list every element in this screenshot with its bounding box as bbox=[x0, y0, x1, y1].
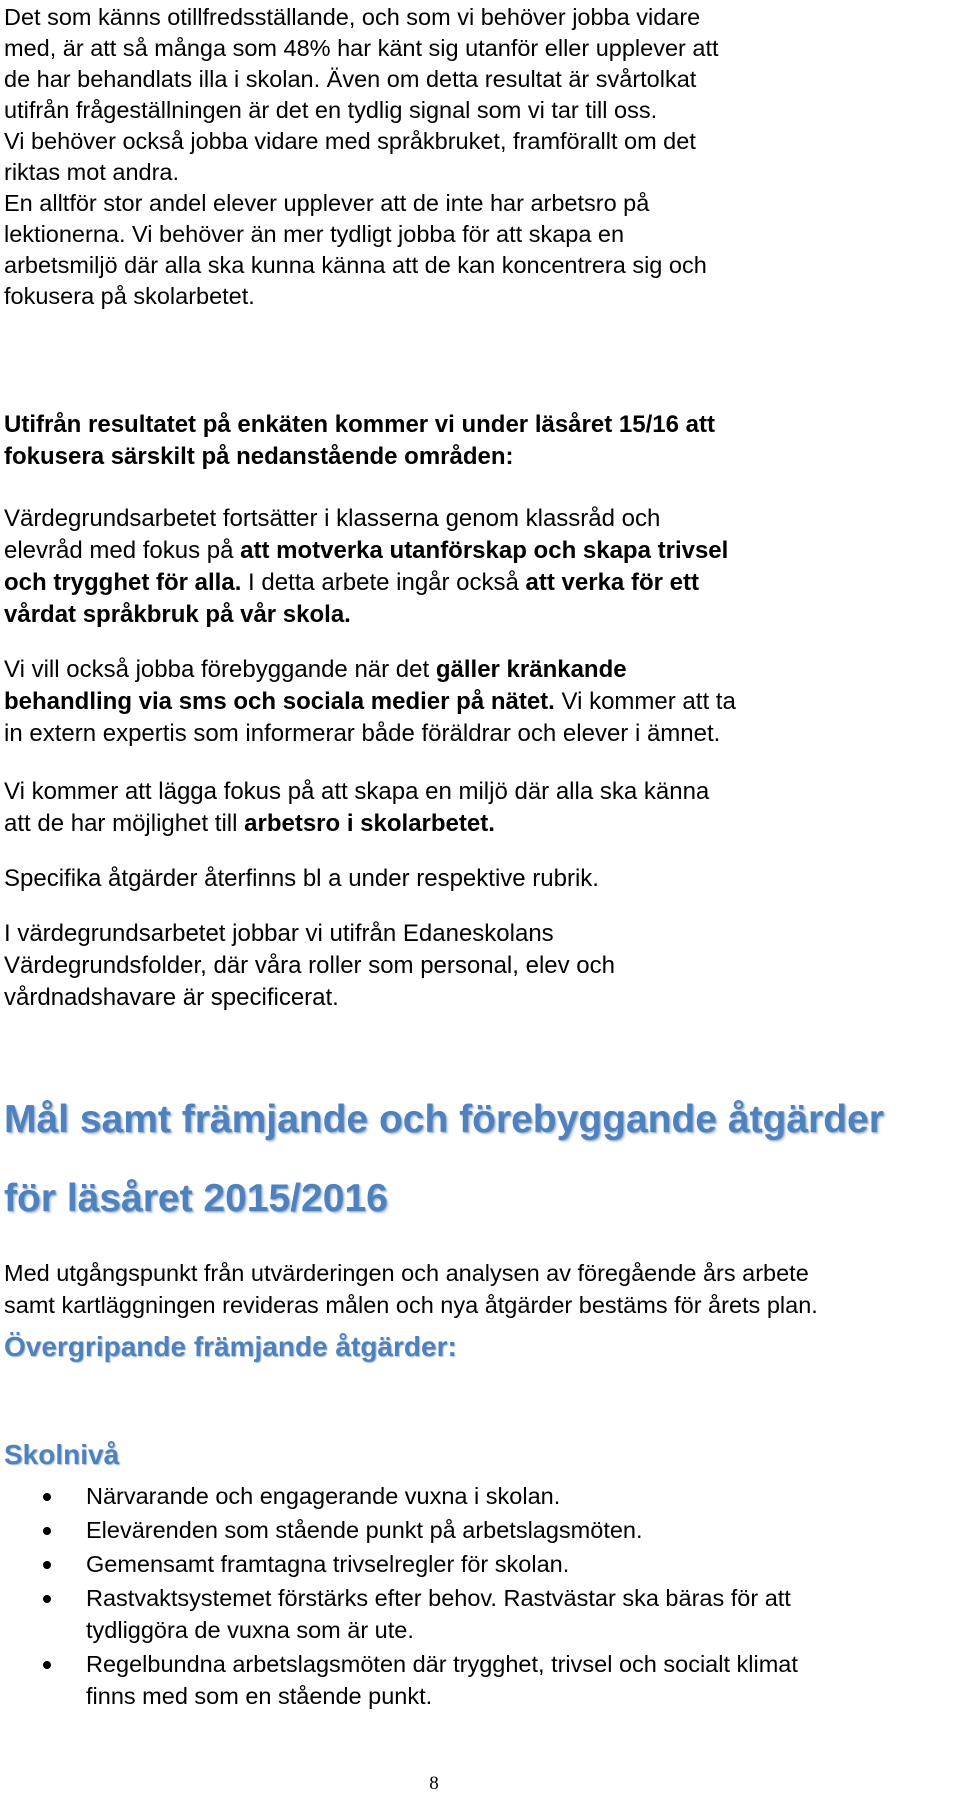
paragraph-line: in extern expertis som informerar både föräldrar och elever i ämnet. bbox=[4, 720, 721, 747]
intro-line: riktas mot andra. bbox=[4, 159, 180, 185]
bold-text-run: gäller kränkande bbox=[435, 656, 627, 683]
paragraph-line bbox=[4, 535, 728, 567]
bold-text-run: att verka för ett bbox=[525, 569, 699, 596]
paragraph-line: Värdegrundsfolder, där våra roller som personal, elev och bbox=[4, 952, 615, 979]
text-run: att de har möjlighet till bbox=[4, 810, 245, 837]
list-item bbox=[4, 1514, 956, 1546]
paragraph-line bbox=[4, 808, 709, 840]
intro-line: de har behandlats illa i skolan. Även om detta resultat är svårtolkat bbox=[4, 66, 697, 92]
overall-measures-heading: Övergripande främjande åtgärder: bbox=[4, 1331, 457, 1362]
list-item-line: Elevärenden som stående punkt på arbetslagsmöten. bbox=[86, 1517, 643, 1543]
paragraph-line bbox=[4, 567, 728, 599]
bold-text-run: och trygghet för alla. bbox=[4, 569, 242, 596]
list-item-line: Regelbundna arbetslagsmöten där trygghet, trivsel och socialt klimat bbox=[86, 1651, 798, 1677]
paragraph-line: I värdegrundsarbetet jobbar vi utifrån Edaneskolans bbox=[4, 920, 554, 947]
list-item bbox=[4, 1480, 956, 1512]
bullet-icon bbox=[43, 1527, 51, 1535]
text-run: Vi vill också jobba förebyggande när det bbox=[4, 656, 436, 683]
paragraph-line: samt kartläggningen revideras målen och nya åtgärder bestäms för årets plan. bbox=[4, 1292, 818, 1318]
bold-text-run: att motverka utanförskap och skapa trivsel bbox=[240, 537, 729, 564]
paragraph-line bbox=[4, 654, 736, 686]
list-item-line: Gemensamt framtagna trivselregler för skolan. bbox=[86, 1551, 570, 1577]
bullet-icon bbox=[43, 1493, 51, 1501]
list-item-line: tydliggöra de vuxna som är ute. bbox=[86, 1617, 414, 1643]
calm-work-paragraph bbox=[4, 776, 709, 840]
intro-line: Vi behöver också jobba vidare med språkbruket, framförallt om det bbox=[4, 128, 696, 154]
paragraph-line: vårdat språkbruk på vår skola. bbox=[4, 601, 351, 628]
list-item-line: Närvarande och engagerande vuxna i skolan. bbox=[86, 1483, 561, 1509]
intro-line: Det som känns otillfredsställande, och som vi behöver jobba vidare bbox=[4, 4, 701, 30]
intro-line: arbetsmiljö där alla ska kunna känna att de kan koncentrera sig och bbox=[4, 252, 707, 278]
focus-heading-line: Utifrån resultatet på enkäten kommer vi under läsåret 15/16 att bbox=[4, 411, 715, 438]
main-heading-line-2: för läsåret 2015/2016 bbox=[4, 1177, 388, 1220]
main-heading-line-1: Mål samt främjande och förebyggande åtgärder bbox=[4, 1098, 884, 1141]
paragraph-line: Med utgångspunkt från utvärderingen och analysen av föregående års arbete bbox=[4, 1260, 809, 1286]
list-item-line: Rastvaktsystemet förstärks efter behov. Rastvästar ska bäras för att bbox=[86, 1585, 791, 1611]
paragraph-line: vårdnadshavare är specificerat. bbox=[4, 984, 339, 1011]
bullet-icon bbox=[43, 1661, 51, 1669]
page-number: 8 bbox=[429, 1773, 439, 1794]
bold-text-run: behandling via sms och sociala medier på nätet. bbox=[4, 688, 555, 715]
paragraph-line: Specifika åtgärder återfinns bl a under respektive rubrik. bbox=[4, 865, 599, 892]
list-item bbox=[4, 1548, 956, 1580]
text-run: Vi kommer att ta bbox=[554, 688, 736, 715]
focus-heading bbox=[4, 409, 715, 473]
bullet-icon bbox=[43, 1595, 51, 1603]
intro-line: med, är att så många som 48% har känt sig utanför eller upplever att bbox=[4, 35, 719, 61]
intro-line: utifrån frågeställningen är det en tydlig signal som vi tar till oss. bbox=[4, 97, 658, 123]
evaluation-paragraph bbox=[4, 1257, 818, 1321]
text-run: elevråd med fokus på bbox=[4, 537, 241, 564]
intro-line: lektionerna. Vi behöver än mer tydligt jobba för att skapa en bbox=[4, 221, 625, 247]
text-run: I detta arbete ingår också bbox=[241, 569, 526, 596]
intro-line: En alltför stor andel elever upplever att de inte har arbetsro på bbox=[4, 190, 650, 216]
paragraph-line: Vi kommer att lägga fokus på att skapa en miljö där alla ska känna bbox=[4, 778, 710, 805]
paragraph-line bbox=[4, 686, 736, 718]
list-item-line: finns med som en stående punkt. bbox=[86, 1683, 433, 1709]
intro-line: fokusera på skolarbetet. bbox=[4, 283, 255, 309]
bullet-icon bbox=[43, 1561, 51, 1569]
bold-text-run: arbetsro i skolarbetet. bbox=[244, 810, 495, 837]
intro-paragraph bbox=[4, 2, 956, 312]
school-level-list bbox=[4, 1480, 956, 1714]
prevention-paragraph bbox=[4, 654, 736, 750]
value-work-paragraph bbox=[4, 503, 728, 631]
specific-measures-paragraph bbox=[4, 863, 599, 895]
list-item bbox=[4, 1582, 956, 1646]
focus-heading-line: fokusera särskilt på nedanstående områden: bbox=[4, 443, 514, 470]
value-folder-paragraph bbox=[4, 918, 615, 1014]
list-item bbox=[4, 1648, 956, 1712]
school-level-heading: Skolnivå bbox=[4, 1439, 120, 1470]
paragraph-line: Värdegrundsarbetet fortsätter i klasserna genom klassråd och bbox=[4, 505, 661, 532]
